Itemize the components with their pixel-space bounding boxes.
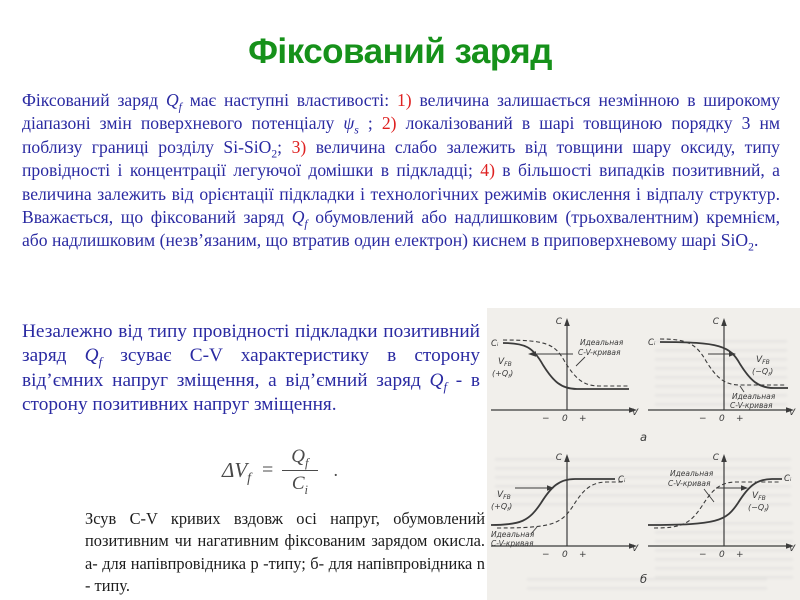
cv-plot-n-type-positive xyxy=(489,450,641,568)
axis-label-c: C xyxy=(555,317,562,327)
tick-minus: − xyxy=(699,414,707,424)
formula-lhs: $\Delta V_f$ xyxy=(222,458,252,486)
axis-label-c: C xyxy=(555,453,562,463)
tick-plus: + xyxy=(579,414,587,424)
ideal-curve-label: Идеальная xyxy=(670,469,714,478)
tick-zero: 0 xyxy=(562,414,568,424)
cv-plot-n-type-negative xyxy=(646,450,798,568)
ideal-curve-label: C-V-кривая xyxy=(578,348,621,357)
axis-label-v: V xyxy=(632,544,639,554)
tick-plus: + xyxy=(736,414,744,424)
ideal-curve-label: Идеальная xyxy=(580,338,624,347)
axis-label-v: V xyxy=(632,408,639,418)
formula-fraction xyxy=(282,446,317,495)
formula-period: . xyxy=(333,460,339,480)
axis-label-c: C xyxy=(712,317,719,327)
ideal-curve-label: C-V-кривая xyxy=(668,479,711,488)
axis-label-c: C xyxy=(712,453,719,463)
ci-label: Cᵢ xyxy=(491,339,499,349)
figure-caption: Зсув C-V кривих вздовж осі напруг, обумовлений позитивним чи нагативним фіксованим зарядом окисла. а- для напівпровідника p -типу; б- для напівпровідника n - типу. xyxy=(85,509,485,596)
axis-label-v: V xyxy=(789,408,796,418)
ideal-curve-label: Идеальная xyxy=(732,392,776,401)
tick-minus: − xyxy=(542,414,550,424)
subfigure-label-b: б xyxy=(639,572,648,586)
tick-zero: 0 xyxy=(719,414,725,424)
fraction-numerator: $Q_f$ xyxy=(282,446,317,471)
charge-label: $(+Q_f)$ xyxy=(491,502,513,513)
vfb-label: $V_{FB}$ xyxy=(497,490,511,501)
cv-plot-p-type-negative xyxy=(646,314,798,432)
tick-zero: 0 xyxy=(562,550,568,560)
equals-sign: = xyxy=(262,459,274,481)
ci-label: Cᵢ xyxy=(618,475,626,485)
ci-label: Cᵢ xyxy=(648,338,656,348)
vfb-label: $V_{FB}$ xyxy=(752,491,766,502)
tick-plus: + xyxy=(736,550,744,560)
ideal-curve-label: C-V-кривая xyxy=(491,539,534,548)
vfb-label: $V_{FB}$ xyxy=(756,355,770,366)
ideal-curve-label: Идеальная xyxy=(491,530,535,539)
formula-delta-vf xyxy=(222,446,338,495)
fraction-denominator: $C_i$ xyxy=(291,473,308,497)
tick-minus: − xyxy=(542,550,550,560)
ci-label: Cᵢ xyxy=(784,474,792,484)
axis-label-v: V xyxy=(789,544,796,554)
charge-label: $(-Q_f)$ xyxy=(752,367,774,378)
cv-plot-p-type-positive xyxy=(489,314,641,432)
tick-plus: + xyxy=(579,550,587,560)
cv-figure-panel xyxy=(487,308,800,600)
vfb-label: $V_{FB}$ xyxy=(498,357,512,368)
ideal-curve-label: C-V-кривая xyxy=(730,401,773,410)
subfigure-label-a: а xyxy=(639,430,648,444)
charge-label: $(-Q_f)$ xyxy=(748,503,770,514)
tick-minus: − xyxy=(699,550,707,560)
secondary-paragraph: Незалежно від типу провідності підкладки позитивний заряд $Q_f$ зсуває C-V характеристику в сторону від’ємних напруг зміщення, а від’ємний заряд $Q_f$ - в сторону позитивних напруг зміщення. xyxy=(22,321,480,416)
main-paragraph: Фіксований заряд $Q_f$ має наступні властивості: 1) величина залишається незмінною в широкому діапазоні змін поверхневого потенціалу $\psi_s$ ; 2) локалізований в шарі товщиною порядку 3 нм поблизу границі розділу Si-SiO$_2$; 3) величина слабо залежить від товщини шару оксиду, типу провідності і концентрації легуючої домішки в підкладці; 4) в більшості випадків позитивний, а величина залежить від орієнтації підкладки і технологічних режимів окислення і відпалу структур. Вважається, що фіксований заряд $Q_f$ обумовлений або надлишковим (трьохвалентним) кремнієм, або надлишковим (незв’язаним, що втратив один електрон) киснем в приповерхневому шарі SiO$_2$. xyxy=(22,90,780,254)
tick-zero: 0 xyxy=(719,550,725,560)
slide-title: Фіксований заряд xyxy=(248,32,552,71)
charge-label: $(+Q_f)$ xyxy=(492,369,514,380)
